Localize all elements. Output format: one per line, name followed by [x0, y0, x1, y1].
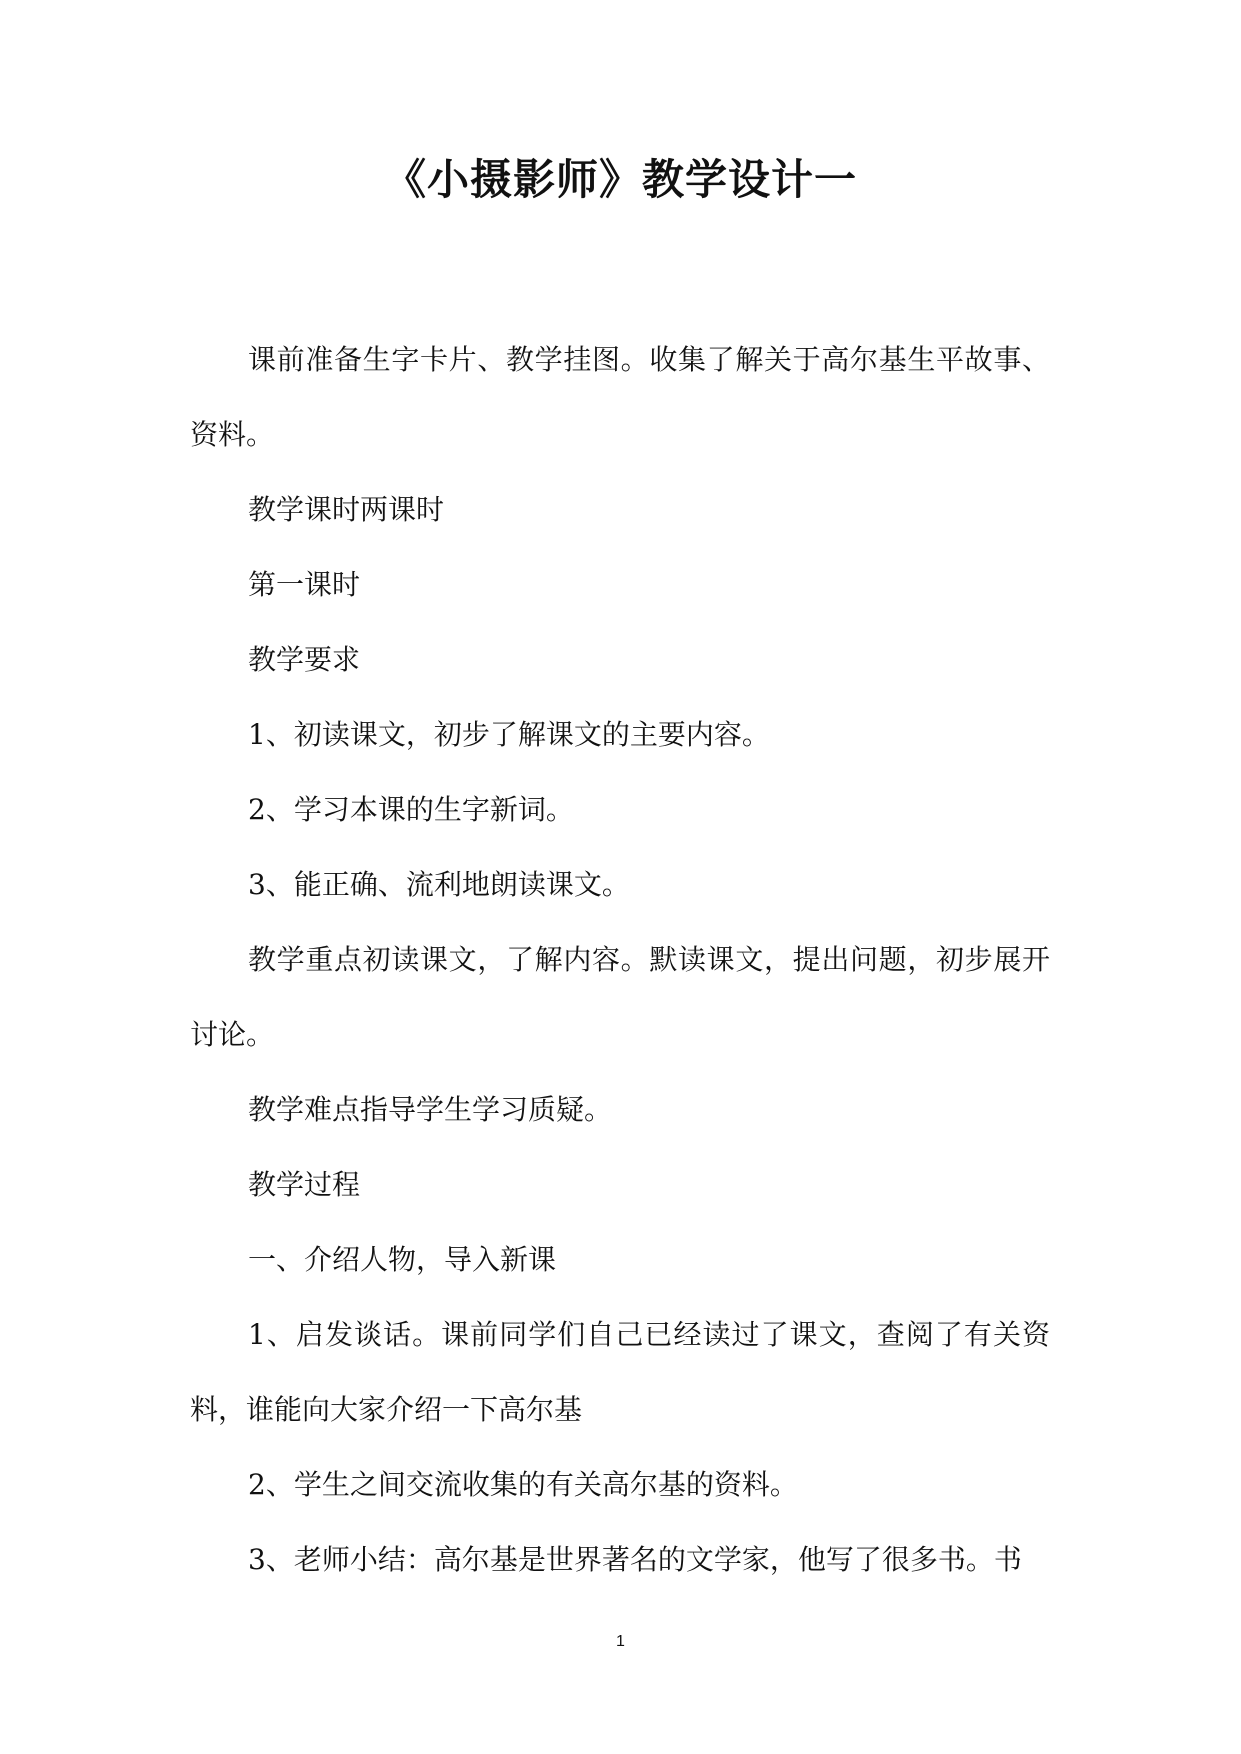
paragraph-section-1: 一、介绍人物，导入新课 [248, 1243, 557, 1276]
page-number: 1 [616, 1633, 625, 1650]
document-body [190, 322, 1050, 1597]
paragraph-key-points: 教学重点初读课文，了解内容。默读课文，提出问题，初步展开讨论。 [190, 943, 1050, 1051]
paragraph-requirement-3: 3、能正确、流利地朗读课文。 [248, 868, 630, 901]
paragraph-step-2: 2、学生之间交流收集的有关高尔基的资料。 [248, 1468, 798, 1501]
paragraph-class-hours: 教学课时两课时 [248, 493, 445, 526]
paragraph-preparation: 课前准备生字卡片、教学挂图。收集了解关于高尔基生平故事、资料。 [190, 343, 1050, 451]
paragraph-step-3: 3、老师小结：高尔基是世界著名的文学家，他写了很多书。书 [248, 1543, 1022, 1576]
paragraph-requirement-1: 1、初读课文，初步了解课文的主要内容。 [248, 718, 770, 751]
paragraph-first-lesson: 第一课时 [248, 568, 361, 601]
paragraph-requirement-2: 2、学习本课的生字新词。 [248, 793, 574, 826]
paragraph-teaching-requirements: 教学要求 [248, 643, 361, 676]
paragraph-teaching-process: 教学过程 [248, 1168, 361, 1201]
paragraph-step-1: 1、启发谈话。课前同学们自己已经读过了课文，查阅了有关资料，谁能向大家介绍一下高尔基 [190, 1318, 1050, 1426]
document-title: 《小摄影师》教学设计一 [383, 155, 857, 204]
paragraph-difficult-points: 教学难点指导学生学习质疑。 [248, 1093, 613, 1126]
